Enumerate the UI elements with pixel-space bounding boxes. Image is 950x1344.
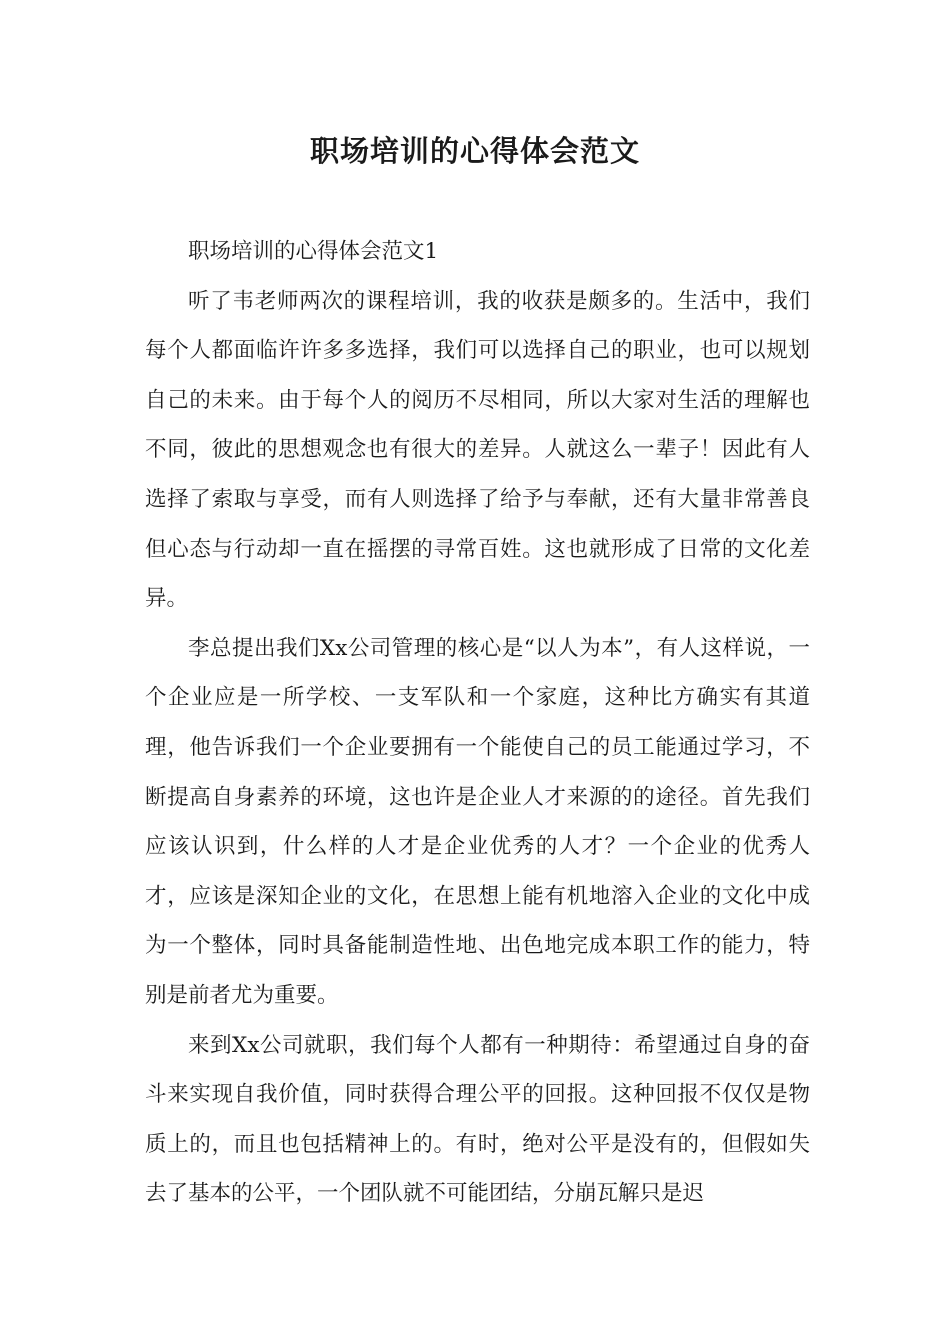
paragraph-3: 来到Xx公司就职，我们每个人都有一种期待：希望通过自身的奋斗来实现自我价值，同时获得合理公平的回报。这种回报不仅仅是物质上的，而且也包括精神上的。有时，绝对公平是没有的，但假如失去了基本的公平，一个团队就不可能团结，分崩瓦解只是迟 <box>145 1032 810 1207</box>
document-title: 职场培训的心得体会范文 <box>309 134 640 168</box>
paragraph-1: 听了韦老师两次的课程培训，我的收获是颇多的。生活中，我们每个人都面临许许多多选择，我们可以选择自己的职业，也可以规划自己的未来。由于每个人的阅历不尽相同，所以大家对生活的理解也不同，彼此的思想观念也有很大的差异。人就这么一辈子！因此有人选择了索取与享受，而有人则选择了给予与奉献，还有大量非常善良但心态与行动却一直在摇摆的寻常百姓。这也就形成了日常的文化差异。 <box>145 288 810 612</box>
document-body <box>145 227 810 1219</box>
section-heading: 职场培训的心得体会范文1 <box>188 239 439 264</box>
paragraph-2: 李总提出我们Xx公司管理的核心是“以人为本”，有人这样说，一个企业应是一所学校、一支军队和一个家庭，这种比方确实有其道理，他告诉我们一个企业要拥有一个能使自己的员工能通过学习，不断提高自身素养的环境，这也许是企业人才来源的的途径。首先我们应该认识到，什么样的人才是企业优秀的人才？一个企业的优秀人才，应该是深知企业的文化，在思想上能有机地溶入企业的文化中成为一个整体，同时具备能制造性地、出色地完成本职工作的能力，特别是前者尤为重要。 <box>145 635 810 1008</box>
